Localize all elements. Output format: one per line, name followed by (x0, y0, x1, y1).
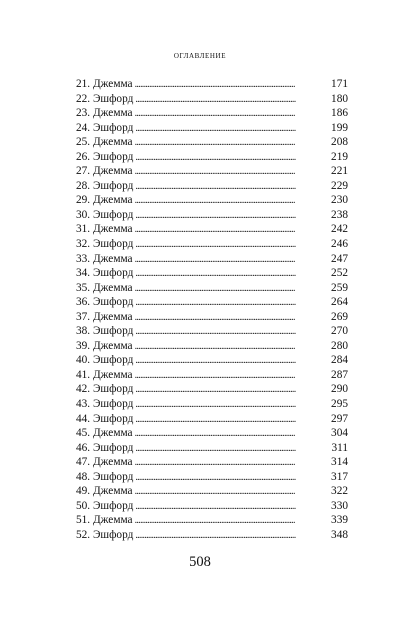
toc-entry-title: 25. Джемма (76, 136, 133, 149)
toc-entry-title: 23. Джемма (76, 107, 133, 120)
toc-entry-page: 242 (331, 223, 348, 236)
dot-leader (135, 311, 329, 326)
toc-entry-title: 46. Эшфорд (76, 441, 134, 454)
toc-entry-title: 21. Джемма (76, 78, 133, 90)
toc-entry-title: 30. Эшфорд (76, 208, 134, 221)
toc-entry (76, 208, 348, 223)
toc-entry-page: 219 (331, 150, 348, 163)
dot-leader (135, 194, 329, 209)
toc-entry-title: 34. Эшфорд (76, 267, 134, 280)
toc-entry (76, 324, 348, 339)
toc-entry-title: 47. Джемма (76, 456, 133, 469)
toc-entry (76, 528, 348, 543)
dot-leader (135, 529, 329, 544)
toc-entry-page: 280 (331, 339, 348, 352)
dot-leader (135, 427, 329, 442)
toc-entry-title: 28. Эшфорд (76, 179, 134, 192)
dot-leader (135, 456, 329, 471)
toc-entry (76, 310, 348, 325)
toc-entry-page: 330 (331, 499, 348, 512)
toc-entry-title: 29. Джемма (76, 194, 133, 207)
dot-leader (135, 325, 329, 340)
dot-leader (135, 209, 329, 224)
toc-entry-page: 348 (331, 528, 348, 541)
toc-entry (76, 455, 348, 470)
toc-entry (76, 426, 348, 441)
toc-entry-title: 44. Эшфорд (76, 412, 134, 425)
toc-entry-title: 49. Джемма (76, 485, 133, 498)
dot-leader (135, 180, 329, 195)
toc-entry-title: 26. Эшфорд (76, 150, 134, 163)
toc-entry-title: 37. Джемма (76, 310, 133, 323)
toc-entry (76, 295, 348, 310)
toc-entry-title: 45. Джемма (76, 427, 133, 440)
toc-entry (76, 470, 348, 485)
toc-entry (76, 266, 348, 281)
toc-entry (76, 368, 348, 383)
dot-leader (135, 253, 329, 268)
toc-entry-title: 38. Эшфорд (76, 325, 134, 338)
toc-entry (76, 135, 348, 150)
dot-leader (135, 238, 329, 253)
page-number: 508 (189, 554, 211, 570)
dot-leader (135, 514, 329, 529)
dot-leader (135, 369, 329, 384)
toc-entry-title: 42. Эшфорд (76, 383, 134, 396)
toc-entry-page: 295 (331, 398, 348, 411)
dot-leader (135, 383, 329, 398)
toc-entry-page: 180 (331, 92, 348, 105)
dot-leader (135, 282, 329, 297)
toc-entry (76, 179, 348, 194)
dot-leader (135, 151, 329, 166)
toc-entry-title: 36. Эшфорд (76, 296, 134, 309)
toc-entry-page: 314 (331, 456, 348, 469)
dot-leader (135, 136, 329, 151)
toc-entry-page: 290 (331, 383, 348, 396)
toc-entry-page: 247 (331, 252, 348, 265)
toc-entry-title: 39. Джемма (76, 339, 133, 352)
toc-entry (76, 397, 348, 412)
toc-entry-page: 339 (331, 514, 348, 527)
dot-leader (135, 471, 329, 486)
toc-entry (76, 353, 348, 368)
dot-leader (135, 122, 329, 137)
toc-entry-page: 322 (331, 485, 348, 498)
toc-entry-title: 32. Эшфорд (76, 238, 134, 251)
dot-leader (135, 107, 329, 122)
toc-entry (76, 412, 348, 427)
toc-entry-page: 252 (331, 267, 348, 280)
toc-entry-title: 24. Эшфорд (76, 121, 134, 134)
dot-leader (135, 398, 329, 413)
table-of-contents (76, 77, 348, 543)
toc-entry-title: 27. Джемма (76, 165, 133, 178)
dot-leader (135, 296, 329, 311)
toc-entry-page: 238 (331, 208, 348, 221)
dot-leader (135, 354, 329, 369)
toc-entry-title: 51. Джемма (76, 514, 133, 527)
dot-leader (135, 267, 329, 282)
toc-entry-page: 269 (331, 310, 348, 323)
toc-entry-title: 31. Джемма (76, 223, 133, 236)
toc-entry-page: 221 (331, 165, 348, 178)
toc-entry-title: 22. Эшфорд (76, 92, 134, 105)
toc-entry-page: 270 (331, 325, 348, 338)
dot-leader (135, 340, 329, 355)
toc-entry (76, 92, 348, 107)
toc-entry-page: 264 (331, 296, 348, 309)
toc-entry-page: 186 (331, 107, 348, 120)
dot-leader (135, 485, 329, 500)
toc-entry-title: 41. Джемма (76, 368, 133, 381)
toc-entry-page: 297 (331, 412, 348, 425)
toc-entry (76, 77, 348, 92)
toc-entry-title: 50. Эшфорд (76, 499, 134, 512)
toc-entry-page: 287 (331, 368, 348, 381)
toc-entry-page: 284 (331, 354, 348, 367)
toc-entry (76, 252, 348, 267)
toc-entry (76, 193, 348, 208)
dot-leader (135, 500, 329, 515)
toc-entry (76, 106, 348, 121)
toc-entry-page: 259 (331, 281, 348, 294)
toc-entry-page: 199 (331, 121, 348, 134)
toc-entry-title: 48. Эшфорд (76, 470, 134, 483)
toc-entry (76, 164, 348, 179)
toc-entry-title: 43. Эшфорд (76, 398, 134, 411)
dot-leader (135, 223, 329, 238)
toc-entry-title: 40. Эшфорд (76, 354, 134, 367)
toc-entry (76, 150, 348, 165)
toc-entry (76, 237, 348, 252)
dot-leader (135, 442, 329, 457)
toc-entry-page: 171 (331, 78, 348, 90)
dot-leader (135, 413, 329, 428)
toc-entry-page: 230 (331, 194, 348, 207)
toc-entry-page: 304 (331, 427, 348, 440)
toc-entry (76, 222, 348, 237)
toc-entry (76, 121, 348, 136)
dot-leader (135, 93, 329, 108)
toc-entry-page: 229 (331, 179, 348, 192)
toc-entry (76, 281, 348, 296)
dot-leader (135, 78, 329, 93)
toc-entry (76, 513, 348, 528)
toc-entry-page: 246 (331, 238, 348, 251)
toc-entry-page: 208 (331, 136, 348, 149)
toc-entry (76, 484, 348, 499)
toc-entry-title: 33. Джемма (76, 252, 133, 265)
running-head: оглавление (173, 50, 227, 61)
dot-leader (135, 165, 329, 180)
toc-entry-title: 52. Эшфорд (76, 528, 134, 541)
toc-entry (76, 499, 348, 514)
toc-entry-title: 35. Джемма (76, 281, 133, 294)
toc-entry (76, 382, 348, 397)
toc-entry (76, 339, 348, 354)
toc-entry-page: 317 (331, 470, 348, 483)
toc-entry (76, 441, 348, 456)
toc-entry-page: 311 (331, 441, 348, 454)
